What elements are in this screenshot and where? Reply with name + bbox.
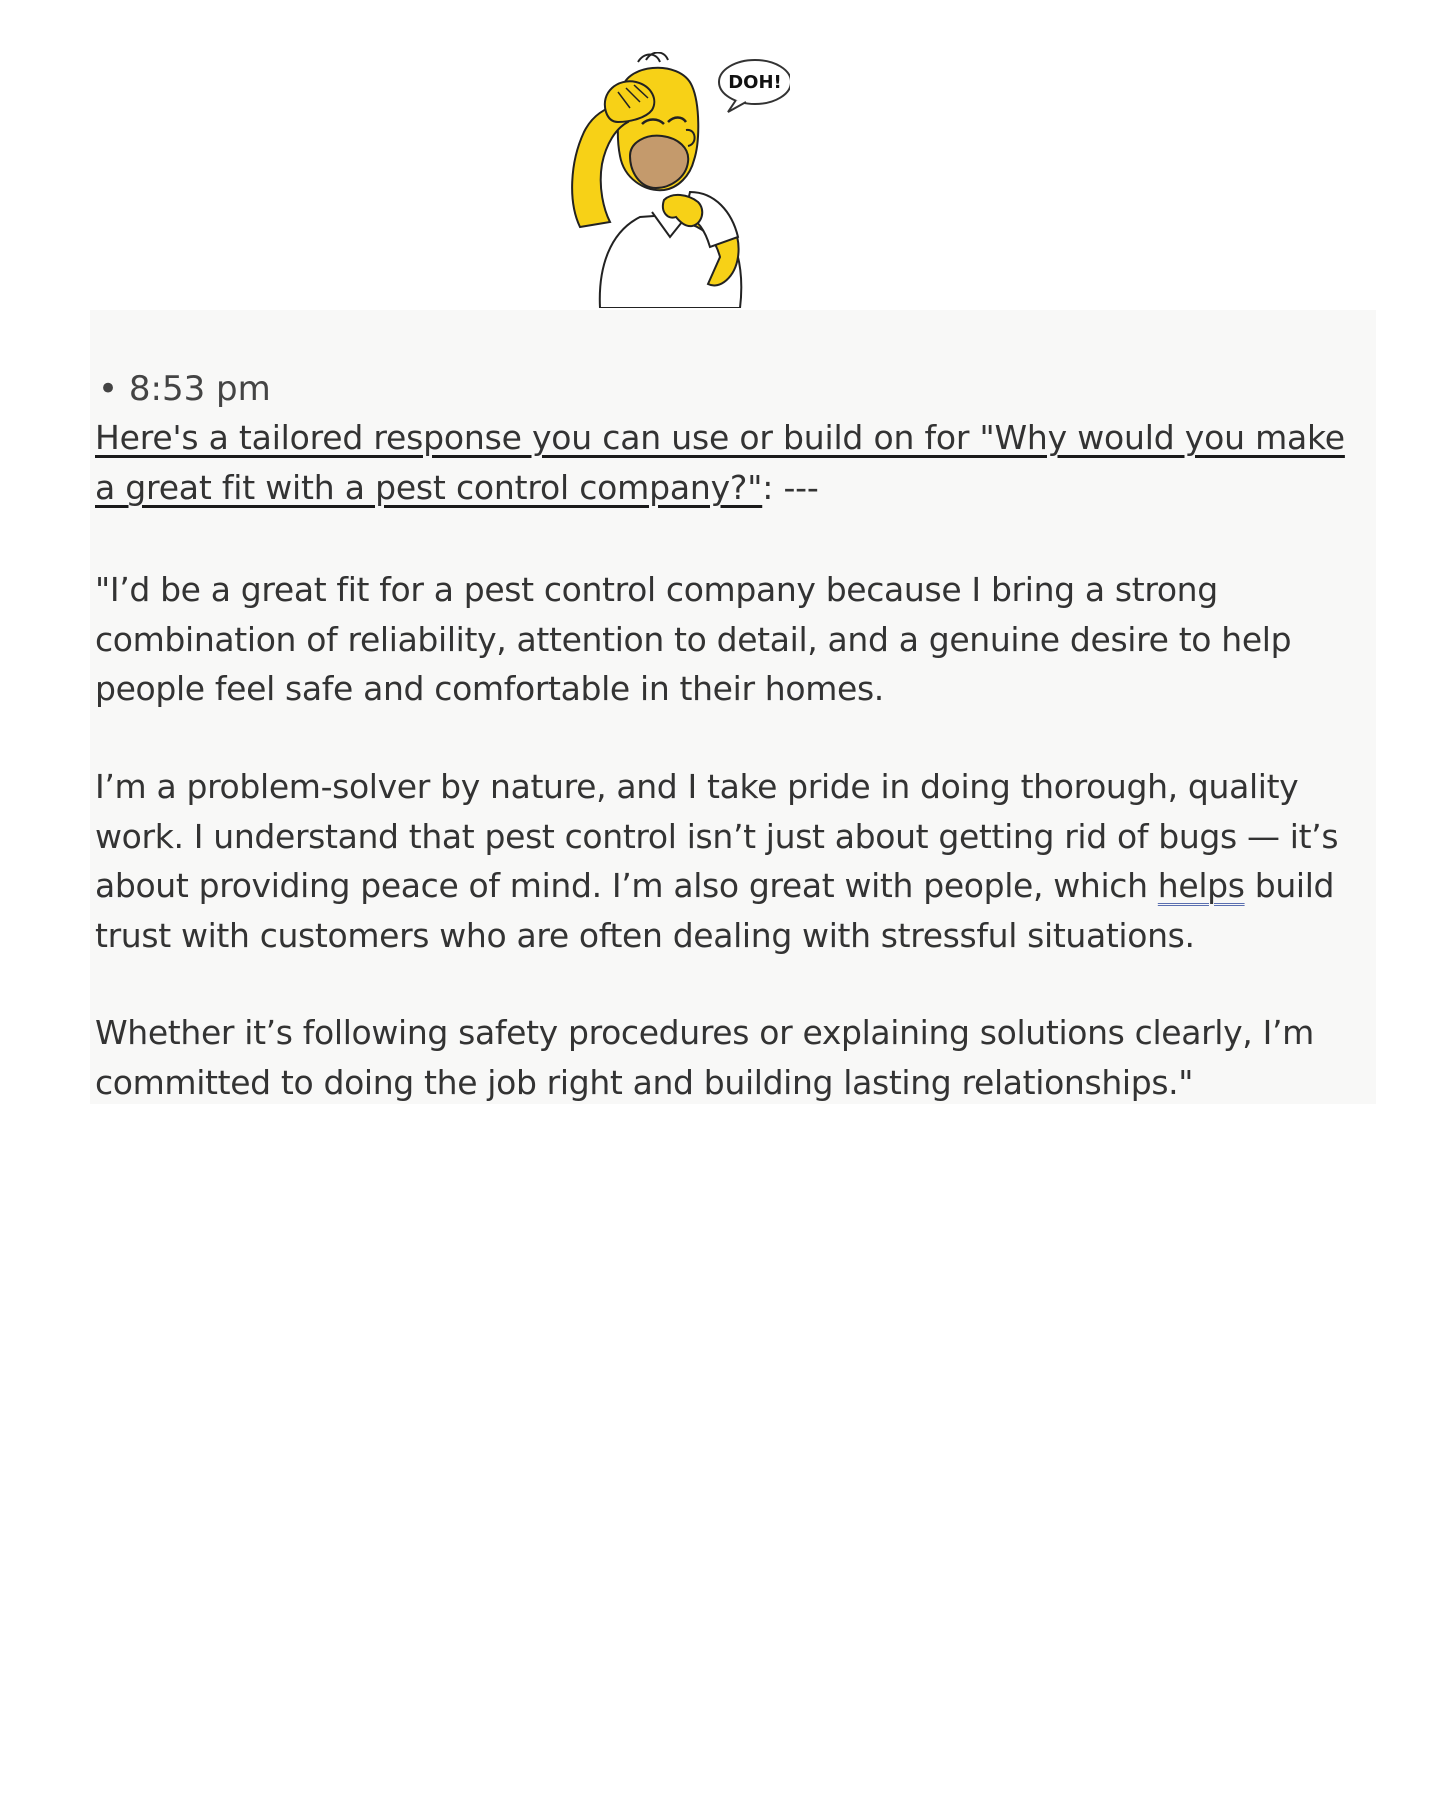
message-panel: [90, 310, 1376, 1104]
paragraph-2-text-after: build trust with customers who are often dealing with stressful situations.: [95, 866, 1335, 955]
timestamp: • 8:53 pm: [98, 369, 271, 409]
speech-bubble-text: DOH!: [728, 72, 782, 93]
paragraph-1: "I’d be a great fit for a pest control company because I bring a strong combination of reliability, attention to detail, and a genuine desire to help people feel safe and comfortable in their homes.: [95, 570, 1292, 708]
highlighted-word[interactable]: helps: [1157, 866, 1245, 905]
intro-link[interactable]: Here's a tailored response you can use or build on for "Why would you make a great fit with a pest control company?": [95, 418, 1345, 507]
paragraph-2: [95, 762, 1375, 960]
intro-line: [95, 413, 1365, 513]
paragraph-2-text-before: I’m a problem-solver by nature, and I take pride in doing thorough, quality work. I understand that pest control isn’t just about getting rid of bugs — it’s about providing peace of mind. I’m also great with people, which: [95, 767, 1339, 905]
facepalm-cartoon-icon: [560, 52, 790, 308]
paragraph-3: Whether it’s following safety procedures or explaining solutions clearly, I’m committed to doing the job right and building lasting relationships.": [95, 1013, 1314, 1102]
intro-suffix: : ---: [762, 468, 819, 507]
